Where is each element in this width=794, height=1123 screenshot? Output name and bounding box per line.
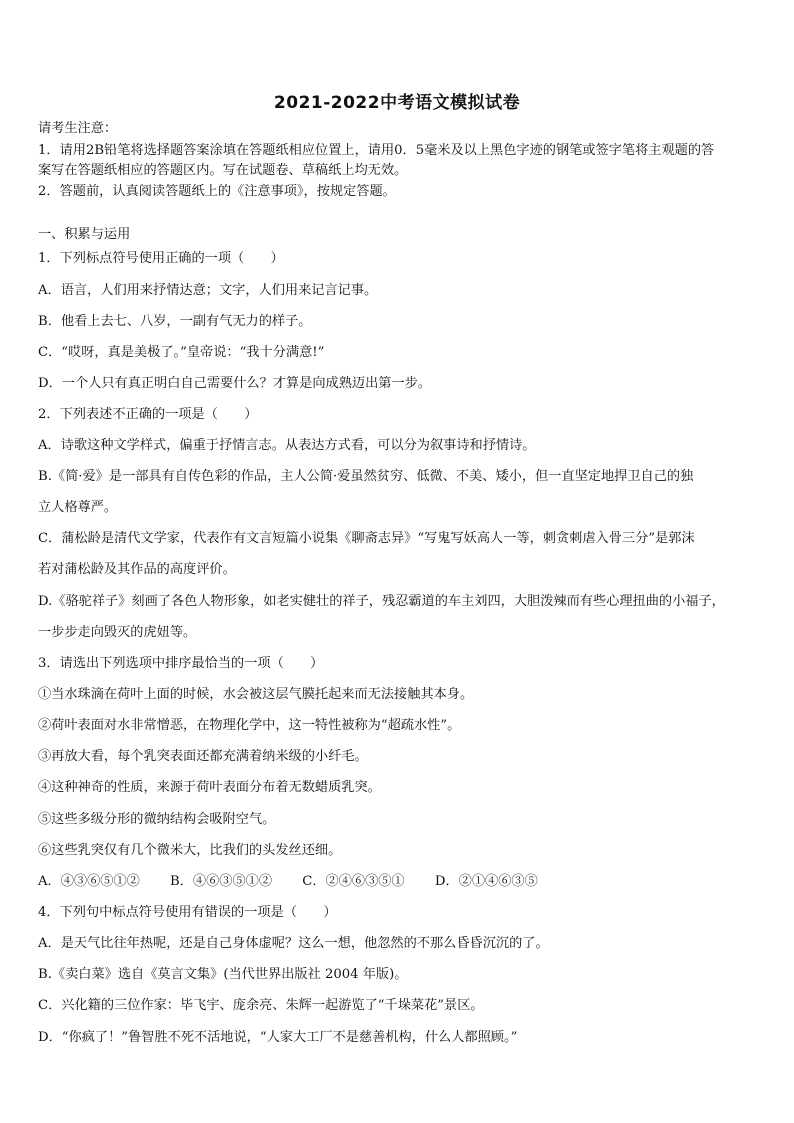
- question-3-option-a: A．④③⑥⑤①②: [38, 874, 140, 889]
- question-3-sentence-1: ①当水珠滴在荷叶上面的时候，水会被这层气膜托起来而无法接触其本身。: [38, 687, 474, 702]
- question-3-sentence-2: ②荷叶表面对水非常憎恶，在物理化学中，这一特性被称为“超疏水性”。: [38, 718, 461, 733]
- notice-heading: 请考生注意：: [38, 121, 118, 136]
- page-title: 2021-2022中考语文模拟试卷: [273, 93, 521, 113]
- question-3-sentence-4: ④这种神奇的性质，来源于荷叶表面分布着无数蜡质乳突。: [38, 780, 381, 795]
- question-3-options: [38, 873, 762, 890]
- notice-item-1-line-2: 案写在答题纸相应的答题区内。写在试题卷、草稿纸上均无效。: [38, 163, 408, 178]
- question-2-option-c-line-2: 若对蒲松龄及其作品的高度评价。: [38, 562, 236, 577]
- section-heading: 一、积累与运用: [38, 227, 131, 242]
- question-4-stem: 4．下列句中标点符号使用有错误的一项是（ ）: [38, 905, 337, 920]
- question-3-option-b: B．④⑥③⑤①②: [170, 874, 273, 889]
- question-2-option-b-line-2: 立人格尊严。: [38, 500, 118, 515]
- question-3-sentence-5: ⑤这些多级分形的微纳结构会吸附空气。: [38, 812, 276, 827]
- question-4-option-b: B.《卖白菜》选自《莫言文集》(当代世界出版社 2004 年版)。: [38, 967, 408, 982]
- question-3-option-c: C．②④⑥③⑤①: [302, 874, 405, 889]
- question-1-stem: 1．下列标点符号使用正确的一项（ ）: [38, 251, 284, 266]
- question-4-option-c: C．兴化籍的三位作家：毕飞宇、庞余亮、朱辉一起游览了“千垛菜花”景区。: [38, 998, 484, 1013]
- question-2-option-d-line-1: D.《骆驼祥子》刻画了各色人物形象，如老实健壮的祥子，残忍霸道的车主刘四，大胆泼辣而有些心理扭曲的小福子，: [38, 594, 725, 609]
- question-1-option-d: D．一个人只有真正明白自己需要什么？才算是向成熟迈出第一步。: [38, 376, 432, 391]
- question-1-option-b: B．他看上去七、八岁，一副有气无力的样子。: [38, 314, 312, 329]
- question-2-option-c-line-1: C．蒲松龄是清代文学家，代表作有文言短篇小说集《聊斋志异》“写鬼写妖高人一等，刺贪刺虐入骨三分”是郭沫: [38, 531, 695, 546]
- question-2-option-b-line-1: B.《简·爱》是一部具有自传色彩的作品，主人公简·爱虽然贫穷、低微、不美、矮小，但一直坚定地捍卫自己的独: [38, 469, 694, 484]
- question-4-option-a: A．是天气比往年热呢，还是自己身体虚呢？这么一想，他忽然的不那么昏昏沉沉的了。: [38, 936, 549, 951]
- question-3-sentence-3: ③再放大看，每个乳突表面还都充满着纳米级的小纤毛。: [38, 749, 368, 764]
- question-2-option-a: A．诗歌这种文学样式，偏重于抒情言志。从表达方式看，可以分为叙事诗和抒情诗。: [38, 438, 536, 453]
- question-2-option-d-line-2: 一步步走向毁灭的虎妞等。: [38, 625, 197, 640]
- question-3-stem: 3．请选出下列选项中排序最恰当的一项（ ）: [38, 656, 324, 671]
- question-1-option-c: C．“哎呀，真是美极了。”皇帝说：“我十分满意!”: [38, 345, 325, 360]
- notice-item-1-line-1: 1．请用2B铅笔将选择题答案涂填在答题纸相应位置上，请用0．5毫米及以上黑色字迹的钢笔或签字笔将主观题的答: [38, 143, 715, 158]
- question-1-option-a: A．语言，人们用来抒情达意；文字，人们用来记言记事。: [38, 283, 378, 298]
- question-3-option-d: D．②①④⑥③⑤: [434, 874, 538, 889]
- question-2-stem: 2．下列表述不正确的一项是（ ）: [38, 407, 258, 422]
- question-3-sentence-6: ⑥这些乳突仅有几个微米大，比我们的头发丝还细。: [38, 843, 342, 858]
- notice-item-2: 2．答题前，认真阅读答题纸上的《注意事项》，按规定答题。: [38, 184, 396, 199]
- question-4-option-d: D．“你疯了！”鲁智胜不死不活地说，“人家大工厂不是慈善机构，什么人都照顾。”: [38, 1030, 518, 1045]
